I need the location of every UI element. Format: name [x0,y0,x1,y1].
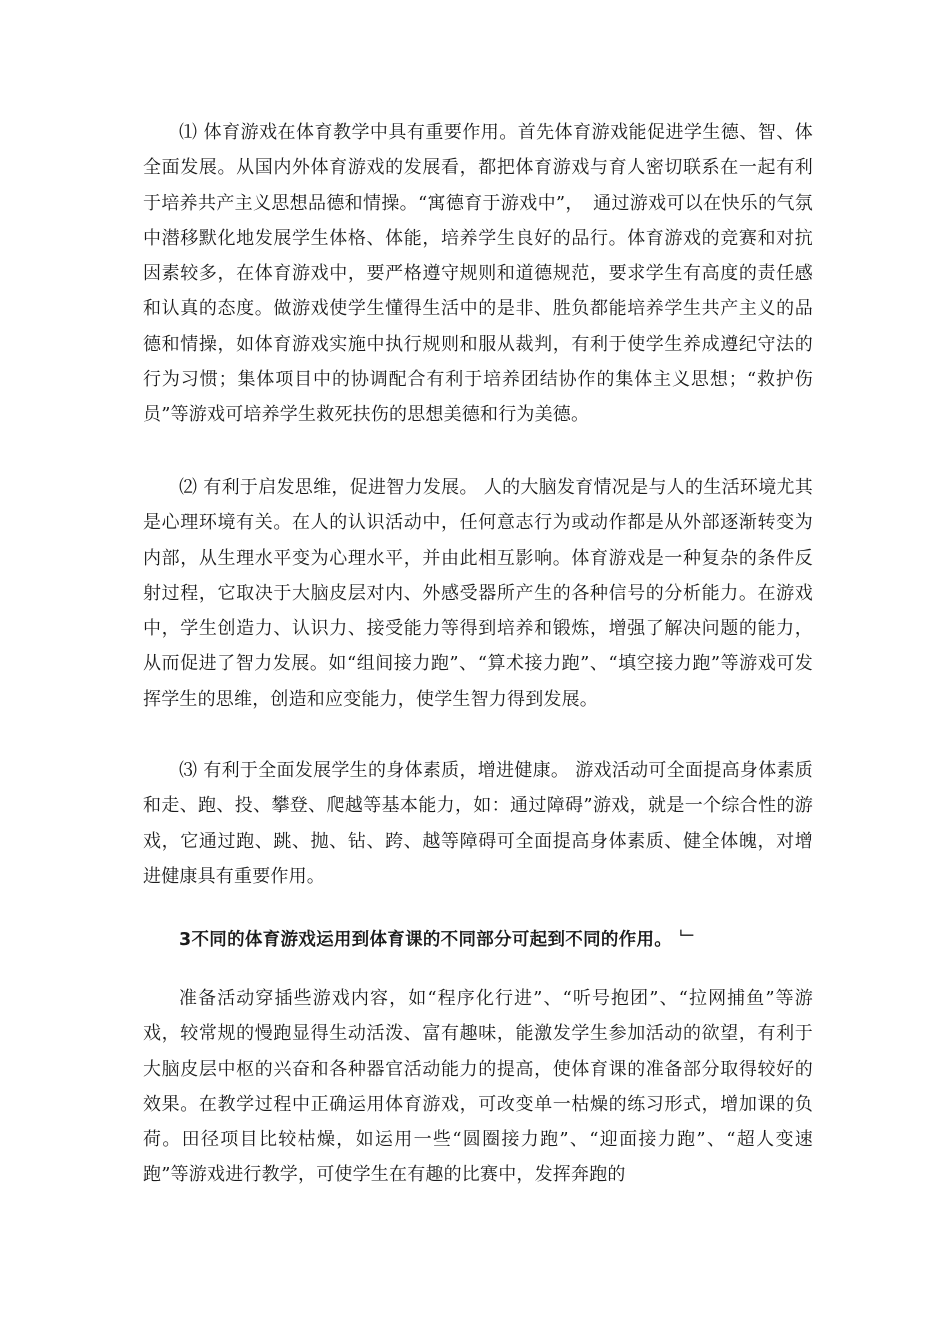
section-heading [179,926,813,954]
paragraph-2: ⑵ 有利于启发思维，促进智力发展。 人的大脑发育情况是与人的生活环境尤其是心理环境有关。在人的认识活动中，任何意志行为或动作都是从外部逐渐转变为内部，从生理水平变为心理水平，并由此相互影响。体育游戏是一种复杂的条件反射过程，它取决于大脑皮层对内、外感受器所产生的各种信号的分析能力。在游戏中，学生创造力、认识力、接受能力等得到培养和锻炼，增强了解决问题的能力，从而促进了智力发展。如“组间接力跑”、“算术接力跑”、“填空接力跑”等游戏可发挥学生的思维，创造和应变能力，使学生智力得到发展。 [143,477,813,710]
paragraph-3: ⑶ 有利于全面发展学生的身体素质，增进健康。 游戏活动可全面提高身体素质和走、跑、投、攀登、爬越等基本能力，如：通过障碍”游戏，就是一个综合性的游戏，它通过跑、跳、抛、钻、跨、越等障碍可全面提高身体素质、健全体魄，对增进健康具有重要作用。 [143,760,813,887]
paragraph-1: ⑴ 体育游戏在体育教学中具有重要作用。首先体育游戏能促进学生德、智、体全面发展。从国内外体育游戏的发展看，都把体育游戏与育人密切联系在一起有利于培养共产主义思想品德和情操。“寓德育于游戏中”， 通过游戏可以在快乐的气氛中潜移默化地发展学生体格、体能，培养学生良好的品行。体育游戏的竞赛和对抗因素较多，在体育游戏中，要严格遵守规则和道德规范，要求学生有高度的责任感和认真的态度。做游戏使学生懂得生活中的是非、胜负都能培养学生共产主义的品德和情操，如体育游戏实施中执行规则和服从裁判，有利于使学生养成遵纪守法的行为习惯；集体项目中的协调配合有利于培养团结协作的集体主义思想；“救护伤员”等游戏可培养学生救死扶伤的思想美德和行为美德。 [143,122,813,426]
heading-mark: ﹂ [680,930,698,950]
paragraph-4: 准备活动穿插些游戏内容，如“程序化行进”、“听号抱团”、“拉网捕鱼”等游戏，较常规的慢跑显得生动活泼、富有趣味，能激发学生参加活动的欲望，有利于大脑皮层中枢的兴奋和各种器官活动能力的提高，使体育课的准备部分取得较好的效果。在教学过程中正确运用体育游戏，可改变单一枯燥的练习形式，增加课的负荷。田径项目比较枯燥，如运用一些“圆圈接力跑”、“迎面接力跑”、“超人变速跑”等游戏进行教学，可使学生在有趣的比赛中，发挥奔跑的 [143,988,813,1186]
section-heading-text: 3不同的体育游戏运用到体育课的不同部分可起到不同的作用。 [179,930,673,950]
